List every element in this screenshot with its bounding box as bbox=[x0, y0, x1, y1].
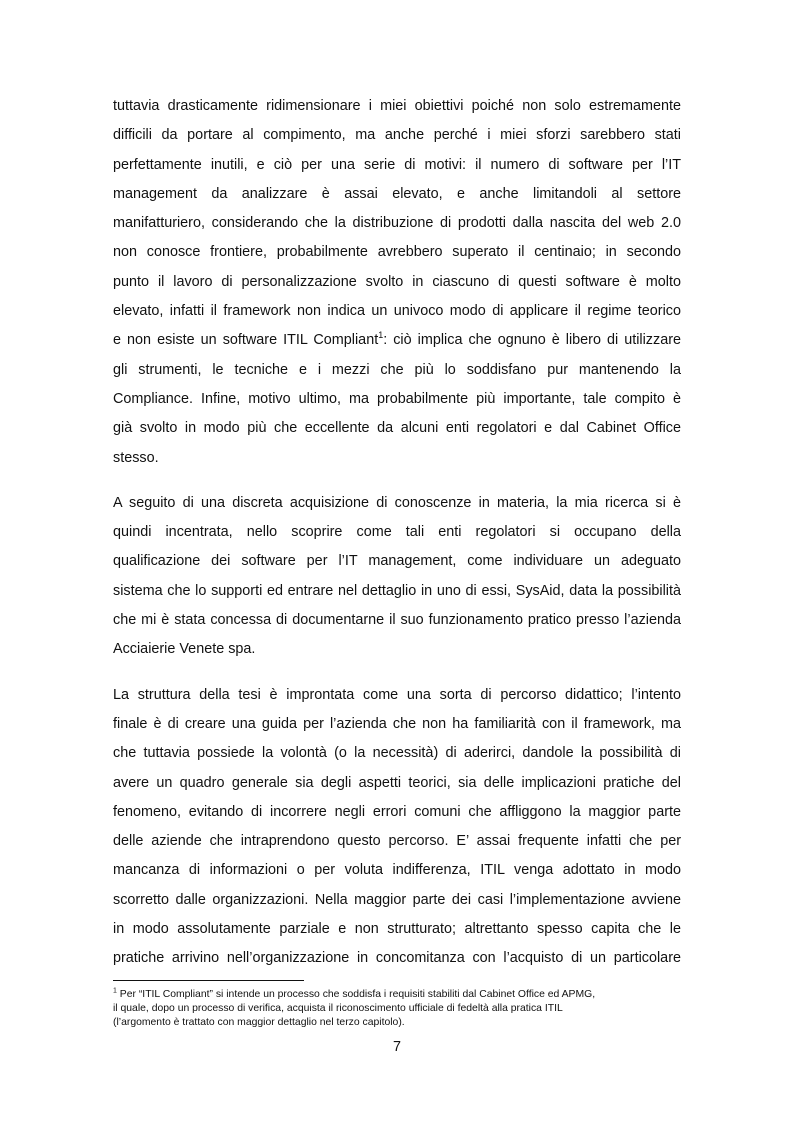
paragraph-1 bbox=[113, 92, 681, 473]
footnote bbox=[113, 988, 683, 1030]
text-line: mancanza di informazioni o per voluta indifferenza, ITIL venga adottato in modo bbox=[113, 862, 681, 879]
footnote-line: (l’argomento è trattato con maggior dettaglio nel terzo capitolo). bbox=[113, 1017, 405, 1028]
text-line: gli strumenti, le tecniche e i mezzi che più lo soddisfano pur mantenendo la bbox=[113, 361, 681, 378]
text-line: stesso. bbox=[113, 449, 159, 466]
text-line: scorretto dalle organizzazioni. Nella maggior parte dei casi l’implementazione avviene bbox=[113, 891, 681, 908]
footnote-text: Per “ITIL Compliant” si intende un processo che soddisfa i requisiti stabiliti dal Cabinet Office ed APMG, bbox=[116, 989, 596, 1000]
text-line: elevato, infatti il framework non indica un univoco modo di applicare il regime teorico bbox=[113, 303, 681, 320]
text-line: quindi incentrata, nello scoprire come tali enti regolatori si occupano della bbox=[113, 524, 681, 541]
text-line: non conosce frontiere, probabilmente avrebbero superato il centinaio; in secondo bbox=[113, 244, 681, 261]
paragraph-3 bbox=[113, 681, 681, 974]
text-line: già svolto in modo più che eccellente da alcuni enti regolatori e dal Cabinet Office bbox=[113, 420, 681, 437]
footnote-line: il quale, dopo un processo di verifica, acquista il riconoscimento ufficiale di fedeltà alla pratica ITIL bbox=[113, 1003, 563, 1014]
text-line: finale è di creare una guida per l’azienda che non ha familiarità con il framework, ma bbox=[113, 715, 681, 732]
body-text bbox=[113, 92, 681, 990]
text-line: in modo assolutamente parziale e non strutturato; altrettanto spesso capita che le bbox=[113, 921, 681, 938]
page-number: 7 bbox=[392, 1039, 401, 1055]
footnote-reference[interactable]: 1 bbox=[378, 330, 384, 341]
text-segment: e non esiste un software ITIL Compliant bbox=[113, 332, 379, 349]
footnote-line bbox=[113, 988, 683, 1002]
text-line: perfettamente inutili, e ciò per una serie di motivi: il numero di software per l’IT bbox=[113, 156, 681, 173]
text-line: Compliance. Infine, motivo ultimo, ma probabilmente più importante, tale compito è bbox=[113, 390, 681, 407]
text-line: tuttavia drasticamente ridimensionare i miei obiettivi poiché non solo estremamente bbox=[113, 98, 681, 114]
footnote-marker: 1 bbox=[113, 987, 117, 995]
footnote-separator bbox=[113, 980, 304, 981]
text-line: manifatturiero, considerando che la distribuzione di prodotti dalla nascita del web 2.0 bbox=[113, 215, 681, 232]
text-line: management da analizzare è assai elevato, e anche limitandoli al settore bbox=[113, 185, 681, 202]
text-line: punto il lavoro di personalizzazione svolto in ciascuno di questi software è molto bbox=[113, 273, 681, 290]
paragraph-2 bbox=[113, 489, 681, 665]
text-segment: : ciò implica che ognuno è libero di utilizzare bbox=[383, 332, 681, 349]
text-line: che tuttavia possiede la volontà (o la necessità) di aderirci, dandole la possibilità di bbox=[113, 745, 681, 762]
text-line: che mi è stata concessa di documentarne il suo funzionamento pratico presso l’azienda bbox=[113, 612, 681, 629]
text-line: fenomeno, evitando di incorrere negli errori comuni che affliggono la maggior parte bbox=[113, 803, 681, 820]
text-line: delle aziende che intraprendono questo percorso. E’ assai frequente infatti che per bbox=[113, 833, 681, 850]
text-line: sistema che lo supporti ed entrare nel dettaglio in uno di essi, SysAid, data la possibilità bbox=[113, 582, 681, 599]
text-line-with-footnote-ref bbox=[113, 326, 681, 355]
text-line: A seguito di una discreta acquisizione di conoscenze in materia, la mia ricerca si è bbox=[113, 494, 681, 511]
text-line: qualificazione dei software per l’IT management, come individuare un adeguato bbox=[113, 553, 681, 570]
text-line: avere un quadro generale sia degli aspetti teorici, sia delle implicazioni pratiche del bbox=[113, 774, 681, 791]
text-line: Acciaierie Venete spa. bbox=[113, 641, 256, 658]
text-line: La struttura della tesi è improntata come una sorta di percorso didattico; l’intento bbox=[113, 686, 681, 703]
text-line: pratiche arrivino nell’organizzazione in concomitanza con l’acquisto di un particolare bbox=[113, 950, 681, 967]
text-line: difficili da portare al compimento, ma anche perché i miei sforzi sarebbero stati bbox=[113, 127, 681, 144]
